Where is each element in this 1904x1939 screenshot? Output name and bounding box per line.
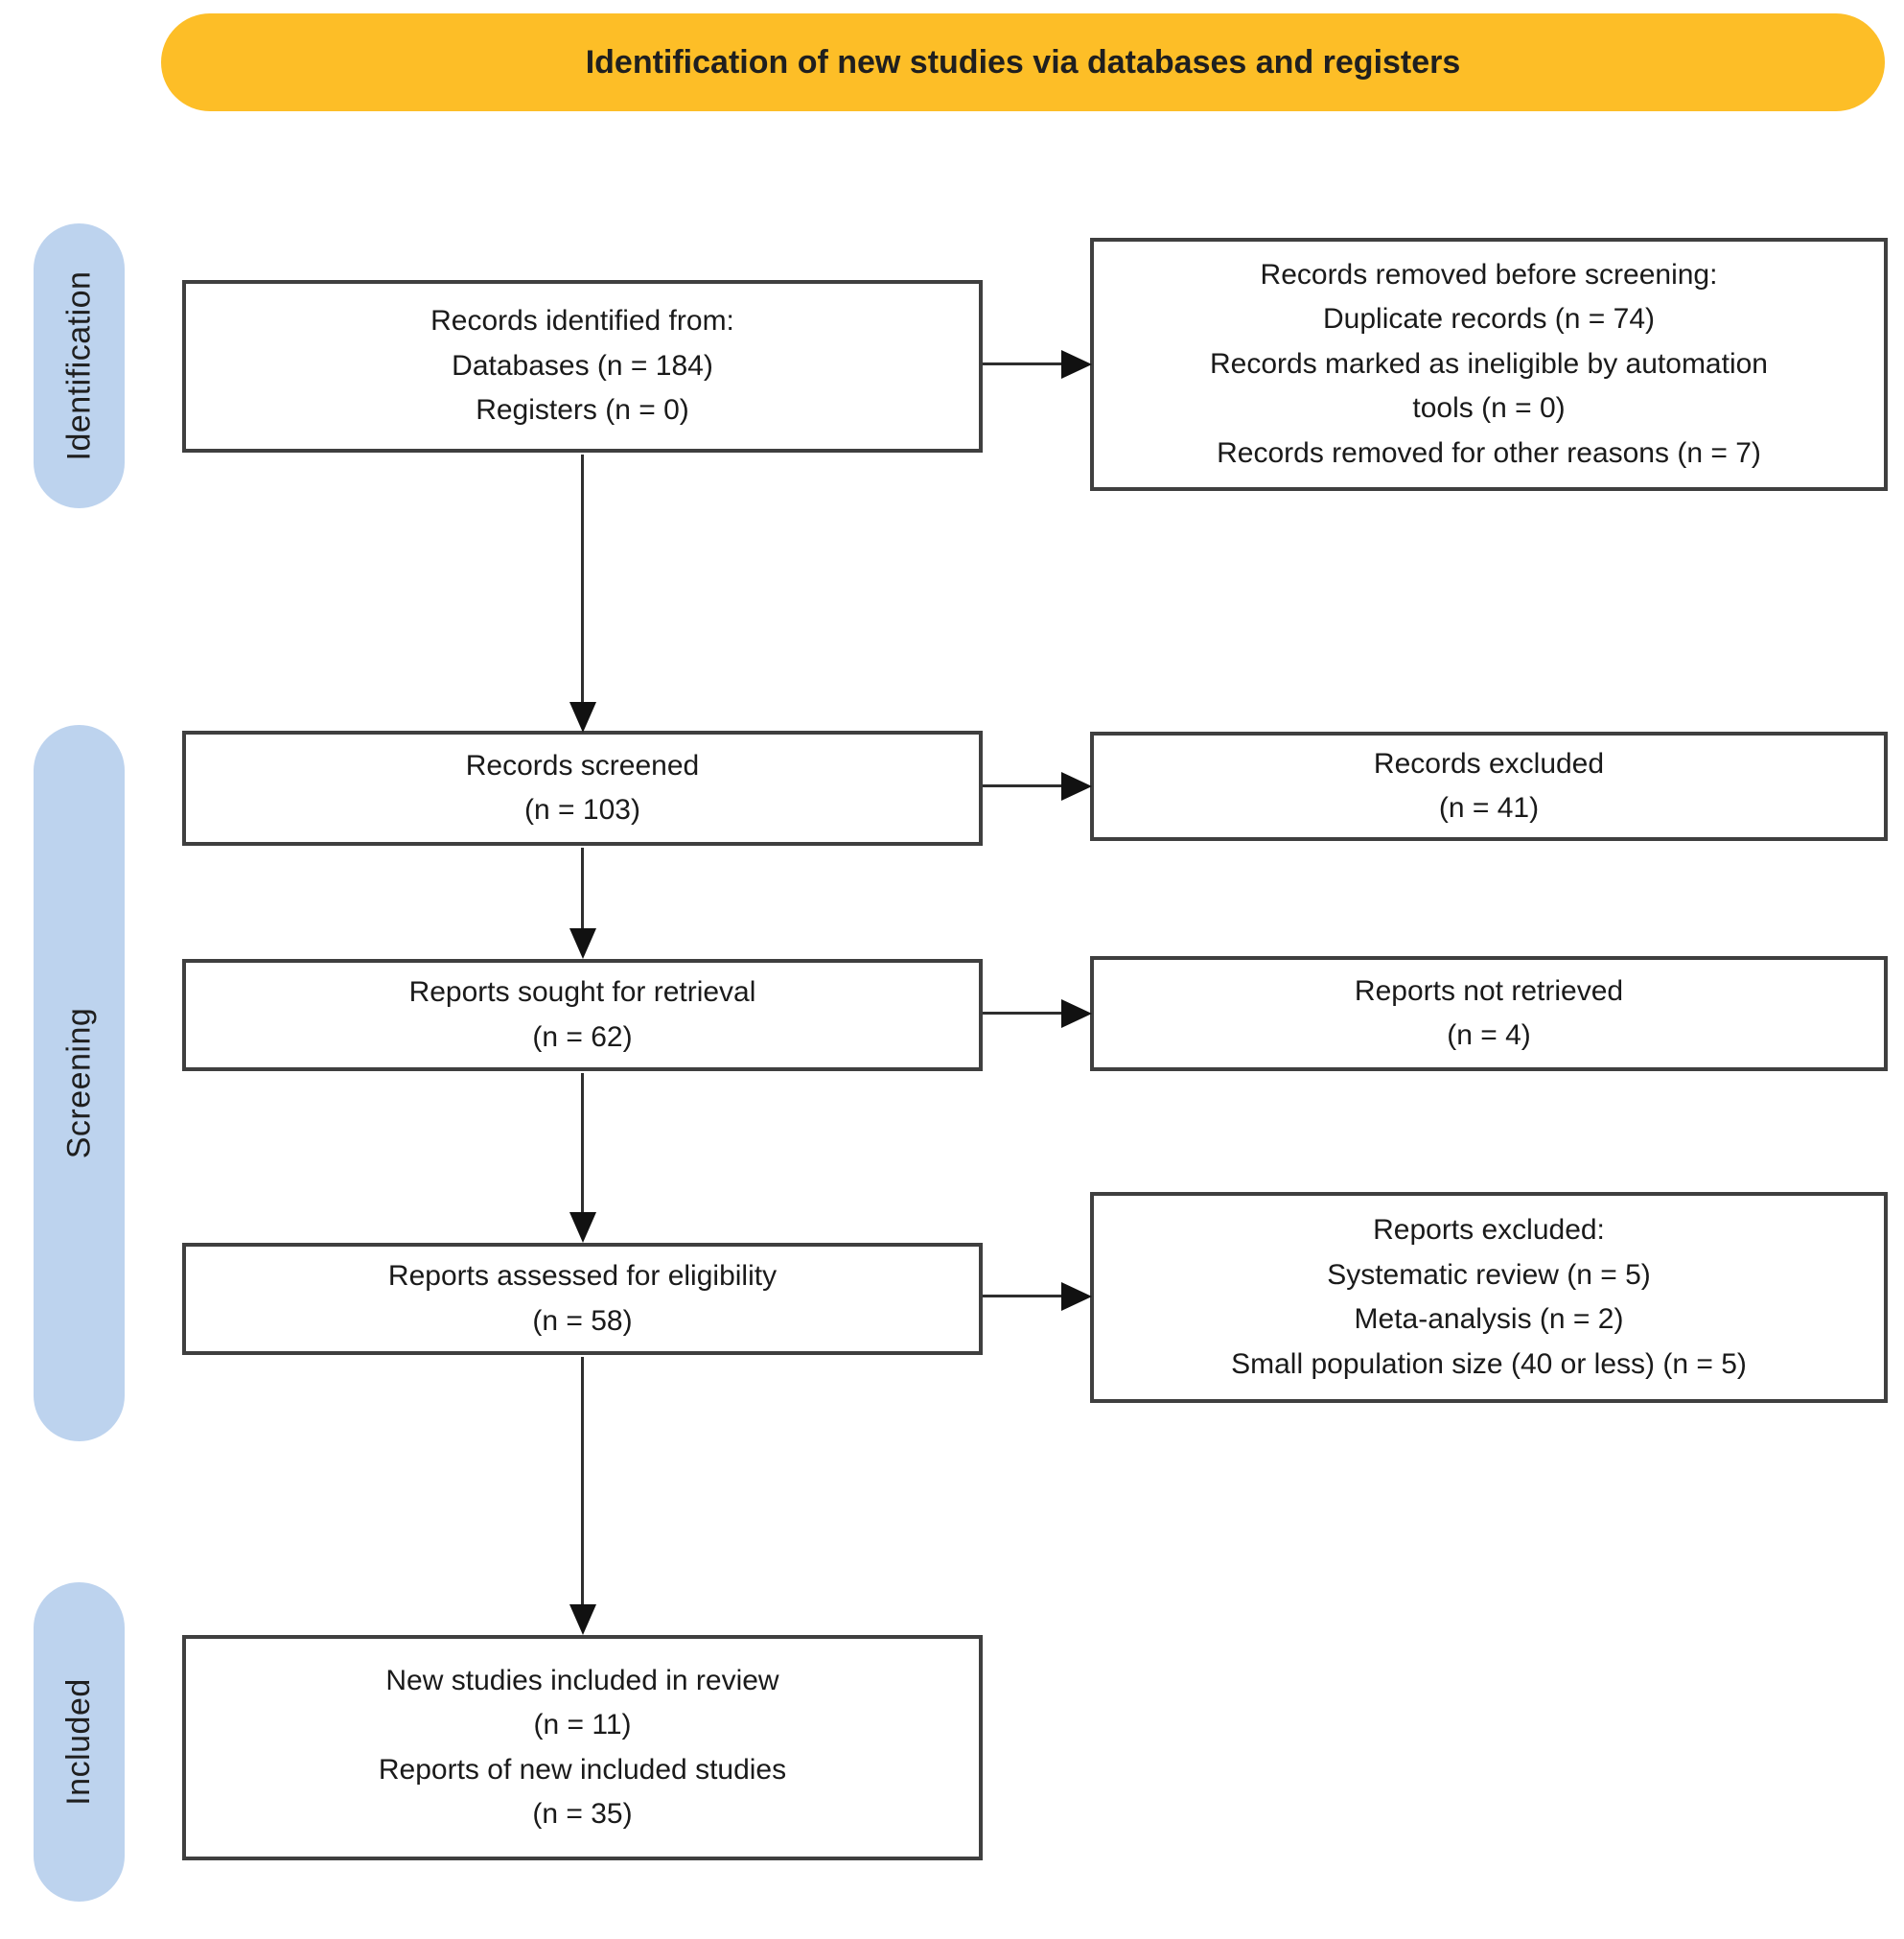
box-line: Reports sought for retrieval bbox=[408, 976, 756, 1008]
box-reports-excluded bbox=[1090, 1192, 1888, 1403]
box-records-screened bbox=[182, 731, 983, 846]
arrow-identified-to-screened-line bbox=[581, 455, 584, 702]
banner-label: Identification of new studies via databases and registers bbox=[585, 43, 1461, 81]
box-line: (n = 103) bbox=[524, 794, 640, 826]
arrow-right-icon bbox=[1061, 772, 1092, 801]
box-line: Reports of new included studies bbox=[378, 1753, 787, 1786]
stage-label-screening-text: Screening bbox=[60, 1007, 98, 1159]
arrow-assessed-to-reportsexcluded-line bbox=[983, 1295, 1061, 1297]
box-reports-assessed bbox=[182, 1243, 983, 1355]
arrow-right-icon bbox=[1061, 350, 1092, 379]
box-line: (n = 4) bbox=[1447, 1019, 1531, 1051]
box-line: Records identified from: bbox=[430, 305, 734, 338]
arrow-down-icon bbox=[569, 1212, 596, 1243]
stage-label-identification bbox=[34, 223, 125, 508]
box-line: Systematic review (n = 5) bbox=[1327, 1258, 1651, 1291]
stage-label-included-text: Included bbox=[60, 1678, 98, 1806]
arrow-sought-to-assessed-line bbox=[581, 1073, 584, 1212]
box-line: (n = 62) bbox=[532, 1020, 633, 1053]
arrow-right-icon bbox=[1061, 999, 1092, 1028]
box-line: Registers (n = 0) bbox=[476, 394, 689, 427]
box-line: (n = 35) bbox=[532, 1798, 633, 1830]
box-new-studies-included bbox=[182, 1635, 983, 1860]
box-line: Small population size (40 or less) (n = 5) bbox=[1231, 1347, 1747, 1380]
box-line: (n = 11) bbox=[533, 1709, 632, 1740]
box-line: (n = 58) bbox=[532, 1304, 633, 1337]
box-line: tools (n = 0) bbox=[1412, 392, 1566, 425]
banner bbox=[161, 13, 1885, 111]
box-line: Records removed for other reasons (n = 7) bbox=[1217, 436, 1761, 469]
box-records-removed-before-screening bbox=[1090, 238, 1888, 491]
arrow-assessed-to-included-line bbox=[581, 1357, 584, 1604]
box-line: Reports not retrieved bbox=[1354, 974, 1624, 1007]
arrow-right-icon bbox=[1061, 1282, 1092, 1311]
box-line: Records excluded bbox=[1373, 747, 1605, 780]
arrow-down-icon bbox=[569, 702, 596, 733]
box-line: Reports assessed for eligibility bbox=[387, 1260, 778, 1292]
box-line: Databases (n = 184) bbox=[452, 349, 713, 382]
stage-label-screening bbox=[34, 725, 125, 1441]
box-line: New studies included in review bbox=[385, 1664, 779, 1696]
arrow-down-icon bbox=[569, 928, 596, 959]
box-line: Duplicate records (n = 74) bbox=[1323, 303, 1655, 336]
box-line: Records screened bbox=[465, 749, 700, 782]
arrow-screened-to-sought-line bbox=[581, 848, 584, 928]
arrow-identified-to-removed-line bbox=[983, 362, 1061, 365]
stage-label-included bbox=[34, 1582, 125, 1902]
box-records-identified bbox=[182, 280, 983, 453]
box-records-excluded bbox=[1090, 732, 1888, 841]
box-line: Reports excluded: bbox=[1373, 1214, 1605, 1246]
box-line: Records marked as ineligible by automation bbox=[1210, 347, 1768, 380]
box-line: (n = 41) bbox=[1438, 792, 1540, 824]
box-reports-sought bbox=[182, 959, 983, 1071]
box-line: Meta-analysis (n = 2) bbox=[1354, 1303, 1624, 1335]
stage-label-identification-text: Identification bbox=[60, 270, 97, 461]
arrow-down-icon bbox=[569, 1604, 596, 1635]
arrow-sought-to-notretrieved-line bbox=[983, 1012, 1061, 1015]
arrow-screened-to-excluded-line bbox=[983, 784, 1061, 787]
box-line: Records removed before screening: bbox=[1260, 258, 1718, 291]
box-reports-not-retrieved bbox=[1090, 956, 1888, 1071]
